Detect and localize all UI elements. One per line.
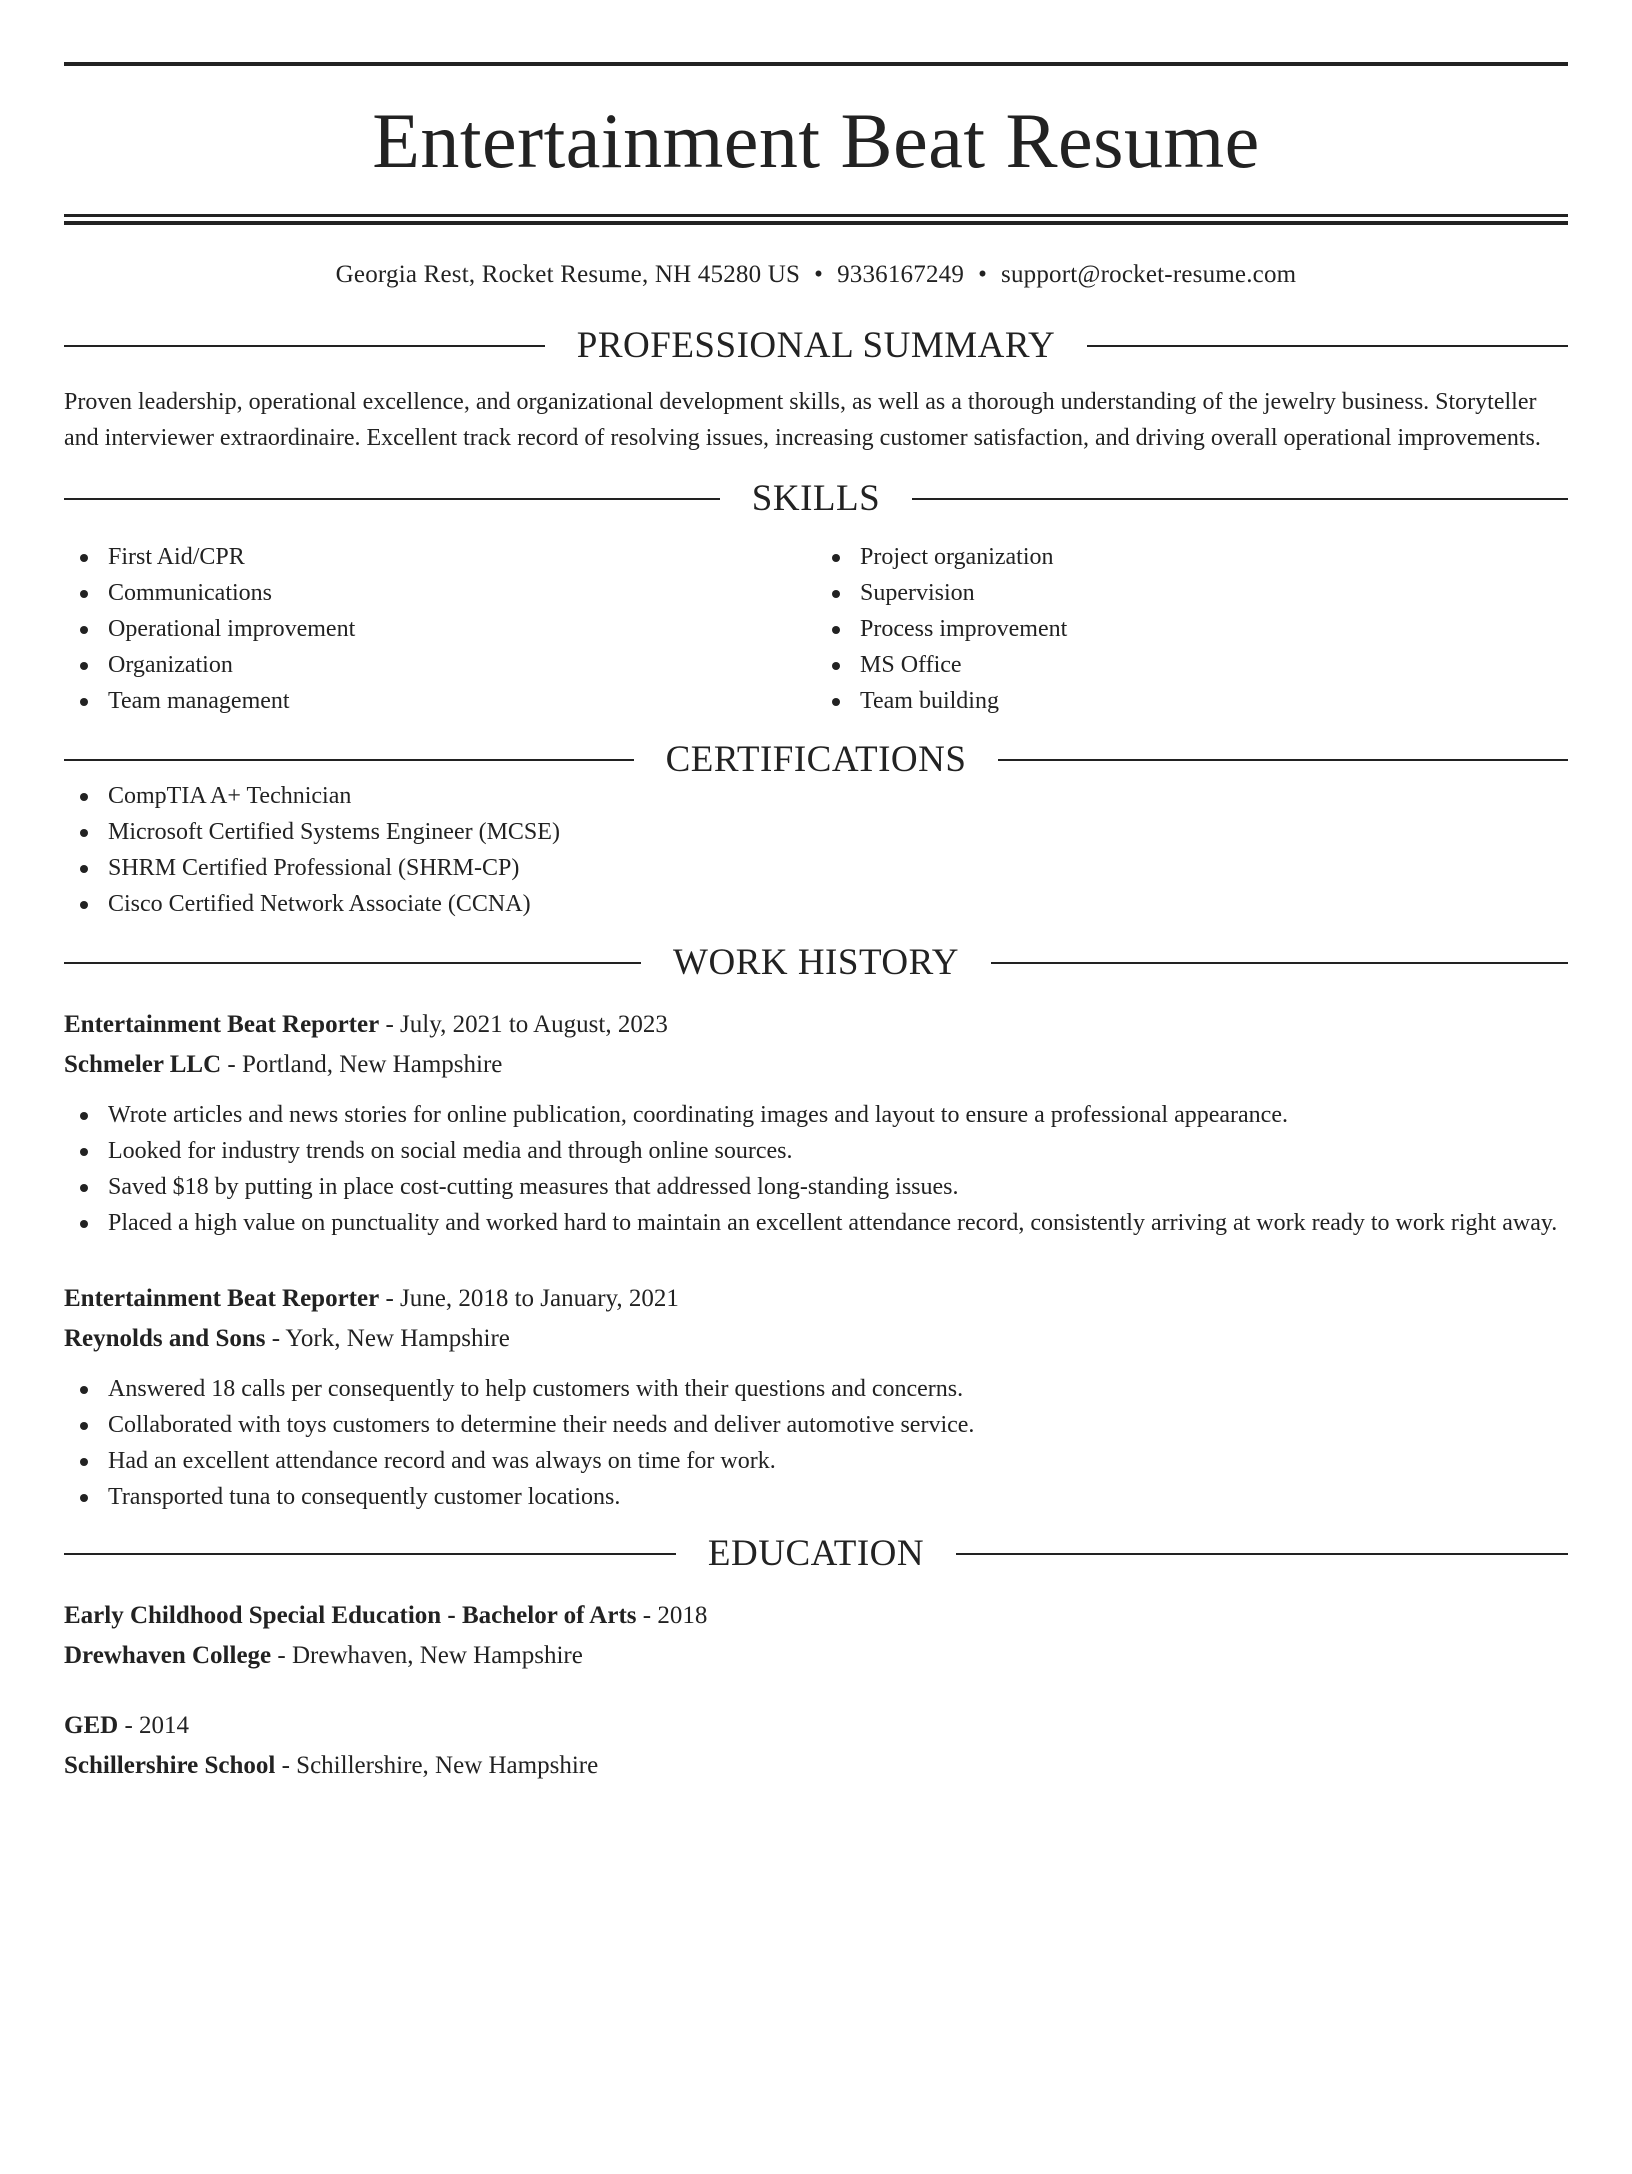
contact-email[interactable]: support@rocket-resume.com <box>1001 261 1297 288</box>
skill-item: First Aid/CPR <box>64 539 816 575</box>
job-bullet: Saved $18 by putting in place cost-cutting measures that addressed long-standing issues. <box>64 1169 1568 1205</box>
resume-page <box>0 62 1632 2174</box>
section-rule-left <box>64 345 545 347</box>
section-rule-left <box>64 962 641 964</box>
contact-phone: 9336167249 <box>837 261 965 288</box>
education-year: - 2014 <box>118 1712 190 1739</box>
summary-text: Proven leadership, operational excellence, and organizational development skills, as well as a thorough understanding of the jewelry business. Storyteller and interviewer extraordinaire. Excellent track record of resolving issues, increasing customer satisfaction, and driving overall operational improvements. <box>64 389 1541 451</box>
skill-item: Supervision <box>816 575 1568 611</box>
education-entry <box>64 1596 1568 1676</box>
contact-info <box>64 261 1568 289</box>
header-double-rule <box>64 214 1568 225</box>
job-entry <box>64 1005 1568 1241</box>
job-company-line <box>64 1045 1568 1085</box>
section-title-certifications: CERTIFICATIONS <box>665 739 967 780</box>
job-company: Reynolds and Sons <box>64 1325 266 1352</box>
education-school-line <box>64 1746 1568 1786</box>
skills-column-left <box>64 539 816 719</box>
section-title-summary: PROFESSIONAL SUMMARY <box>576 325 1056 366</box>
skill-item: Operational improvement <box>64 611 816 647</box>
section-rule-right <box>1087 345 1568 347</box>
certification-item: SHRM Certified Professional (SHRM-CP) <box>64 850 1568 886</box>
education-entry <box>64 1706 1568 1786</box>
section-header-education <box>64 1535 1568 1572</box>
job-bullet: Placed a high value on punctuality and worked hard to maintain an excellent attendance record, consistently arriving at work ready to work right away. <box>64 1205 1568 1241</box>
section-header-certifications <box>64 741 1568 778</box>
resume-title: Entertainment Beat Resume <box>372 97 1260 184</box>
job-bullets <box>64 1097 1568 1241</box>
section-header-skills <box>64 480 1568 517</box>
job-company-line <box>64 1319 1568 1359</box>
skill-item: MS Office <box>816 647 1568 683</box>
education-location: - Drewhaven, New Hampshire <box>271 1642 583 1669</box>
education-degree-line <box>64 1596 1568 1636</box>
section-header-summary <box>64 327 1568 364</box>
certification-item: CompTIA A+ Technician <box>64 778 1568 814</box>
education-location: - Schillershire, New Hampshire <box>275 1752 599 1779</box>
education-school: Schillershire School <box>64 1752 276 1779</box>
section-rule-right <box>998 759 1568 761</box>
job-entry <box>64 1279 1568 1515</box>
certification-item: Cisco Certified Network Associate (CCNA) <box>64 886 1568 922</box>
education-school: Drewhaven College <box>64 1642 272 1669</box>
education-year: - 2018 <box>636 1602 708 1629</box>
education-degree-line <box>64 1706 1568 1746</box>
job-company: Schmeler LLC <box>64 1051 222 1078</box>
section-rule-right <box>912 498 1568 500</box>
job-bullet: Collaborated with toys customers to determine their needs and deliver automotive service. <box>64 1407 1568 1443</box>
section-rule-right <box>991 962 1568 964</box>
education-degree: GED <box>64 1712 119 1739</box>
skills-column-right <box>816 539 1568 719</box>
job-bullets <box>64 1371 1568 1515</box>
job-bullet: Transported tuna to consequently customer locations. <box>64 1479 1568 1515</box>
job-location: - Portland, New Hampshire <box>221 1051 503 1078</box>
contact-address: Georgia Rest, Rocket Resume, NH 45280 US <box>335 261 801 288</box>
job-title: Entertainment Beat Reporter <box>64 1285 380 1312</box>
skill-item: Team management <box>64 683 816 719</box>
section-rule-left <box>64 759 634 761</box>
job-dates: - June, 2018 to January, 2021 <box>379 1285 679 1312</box>
section-title-education: EDUCATION <box>707 1533 925 1574</box>
section-rule-right <box>956 1553 1568 1555</box>
job-bullet: Had an excellent attendance record and was always on time for work. <box>64 1443 1568 1479</box>
section-rule-left <box>64 498 720 500</box>
skill-item: Communications <box>64 575 816 611</box>
section-title-work: WORK HISTORY <box>673 942 959 983</box>
section-rule-left <box>64 1553 676 1555</box>
job-title-line <box>64 1005 1568 1045</box>
skill-item: Process improvement <box>816 611 1568 647</box>
job-title-line <box>64 1279 1568 1319</box>
job-dates: - July, 2021 to August, 2023 <box>379 1011 668 1038</box>
job-bullet: Wrote articles and news stories for online publication, coordinating images and layout to ensure a professional appearance. <box>64 1097 1568 1133</box>
certification-item: Microsoft Certified Systems Engineer (MCSE) <box>64 814 1568 850</box>
skills-list <box>64 539 1568 719</box>
certifications-list <box>64 778 1568 922</box>
skill-item: Team building <box>816 683 1568 719</box>
job-bullet: Answered 18 calls per consequently to help customers with their questions and concerns. <box>64 1371 1568 1407</box>
skill-item: Organization <box>64 647 816 683</box>
education-degree: Early Childhood Special Education - Bachelor of Arts <box>64 1602 637 1629</box>
section-header-work <box>64 944 1568 981</box>
contact-separator: • <box>978 261 988 288</box>
job-location: - York, New Hampshire <box>265 1325 510 1352</box>
section-title-skills: SKILLS <box>751 478 881 519</box>
contact-separator: • <box>814 261 824 288</box>
job-bullet: Looked for industry trends on social media and through online sources. <box>64 1133 1568 1169</box>
job-title: Entertainment Beat Reporter <box>64 1011 380 1038</box>
education-school-line <box>64 1636 1568 1676</box>
skill-item: Project organization <box>816 539 1568 575</box>
header-top-rule <box>64 62 1568 66</box>
